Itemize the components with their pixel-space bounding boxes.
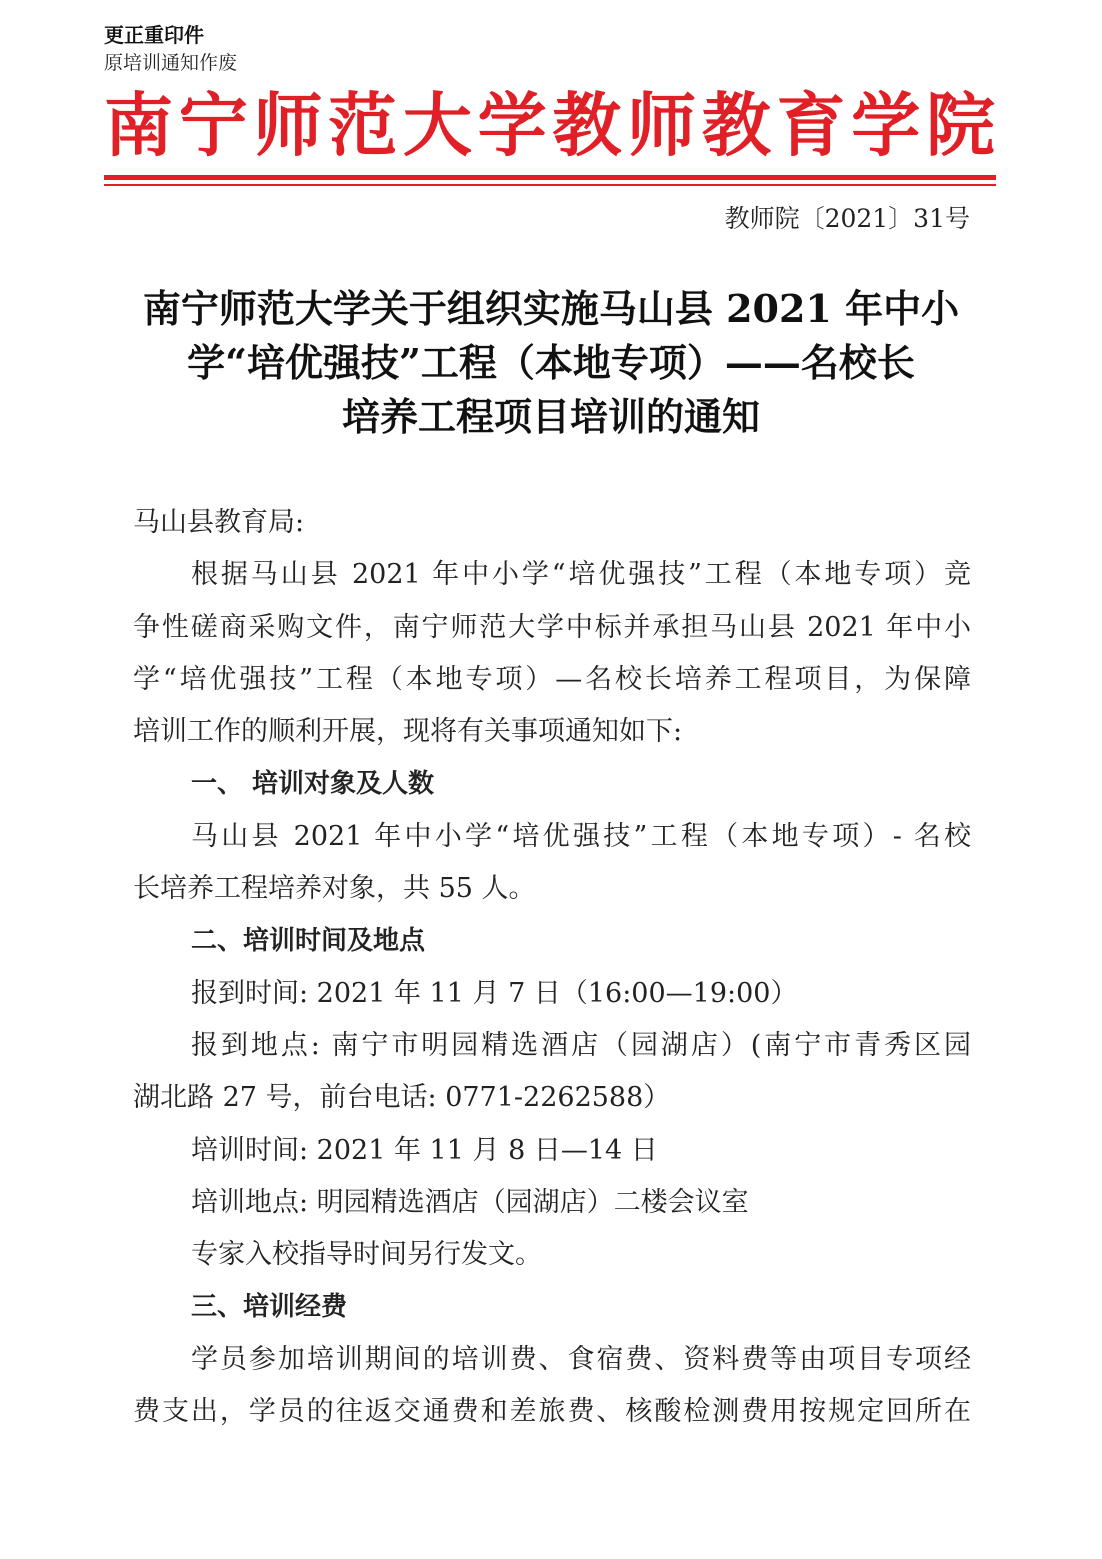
reprint-note: 原培训通知作废 — [104, 52, 238, 74]
intro-line: 学“培优强技”工程（本地专项）—名校长培养工程项目，为保障 — [133, 663, 971, 695]
section-line: 学员参加培训期间的培训费、食宿费、资料费等由项目专项经 — [191, 1343, 971, 1375]
reprint-title: 更正重印件 — [104, 23, 204, 47]
section-line: 马山县 2021 年中小学“培优强技”工程（本地专项）- 名校 — [191, 820, 971, 852]
notice-title — [120, 282, 982, 444]
section-heading: 二、培训时间及地点 — [191, 926, 426, 957]
section-line: 费支出，学员的往返交通费和差旅费、核酸检测费用按规定回所在 — [133, 1396, 971, 1428]
masthead-org-name: 南宁师范大学教师教育学院 — [104, 85, 996, 166]
section-line: 长培养工程培养对象，共 55 人。 — [133, 873, 536, 905]
expert-note: 专家入校指导时间另行发文。 — [191, 1239, 542, 1271]
addressee: 马山县教育局: — [133, 507, 305, 538]
section-heading: 一、 培训对象及人数 — [191, 769, 435, 800]
report-time: 报到时间: 2021 年 11 月 7 日（16:00—19:00） — [191, 977, 798, 1009]
notice-body — [133, 497, 971, 1438]
title-line: 培养工程项目培训的通知 — [341, 394, 760, 439]
intro-line: 根据马山县 2021 年中小学“培优强技”工程（本地专项）竞 — [191, 559, 971, 591]
title-line: 学“培优强技”工程（本地专项）——名校长 — [187, 340, 915, 385]
intro-line: 培训工作的顺利开展，现将有关事项通知如下: — [133, 716, 683, 748]
training-place: 培训地点: 明园精选酒店（园湖店）二楼会议室 — [191, 1186, 749, 1218]
document-number: 教师院〔2021〕31号 — [724, 204, 970, 233]
training-time: 培训时间: 2021 年 11 月 8 日—14 日 — [191, 1134, 658, 1166]
title-line: 南宁师范大学关于组织实施马山县 2021 年中小 — [142, 286, 960, 331]
section-heading: 三、培训经费 — [191, 1292, 348, 1323]
report-place-line: 湖北路 27 号，前台电话: 0771-2262588） — [133, 1082, 671, 1114]
report-place-line: 报到地点: 南宁市明园精选酒店（园湖店）(南宁市青秀区园 — [191, 1029, 971, 1061]
masthead-rule-thick — [104, 175, 996, 180]
masthead-rule-thin — [104, 184, 996, 186]
intro-line: 争性磋商采购文件，南宁师范大学中标并承担马山县 2021 年中小 — [133, 611, 971, 643]
